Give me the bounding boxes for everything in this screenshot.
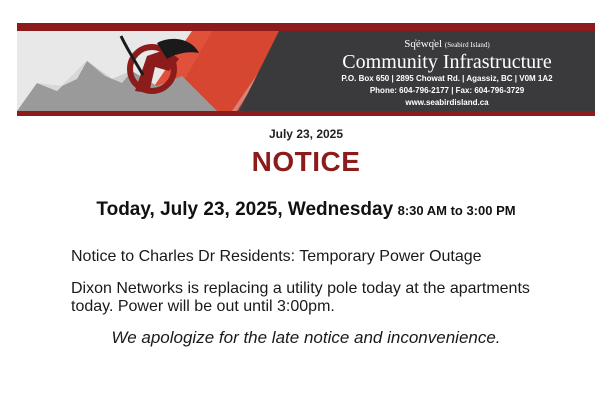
org-sub-text: (Seabird Island): [444, 41, 490, 49]
notice-day: Today, July 23, 2025, Wednesday: [96, 199, 394, 220]
org-name-text: Sq̓éwq̓el: [404, 38, 443, 50]
notice-when: [0, 199, 612, 221]
banner-top-stripe: [17, 23, 595, 31]
notice-title: NOTICE: [251, 146, 361, 177]
notice-date: July 23, 2025: [268, 127, 344, 141]
org-address: P.O. Box 650 | 2895 Chowat Rd. | Agassiz, BC | V0M 1A2: [341, 74, 553, 83]
banner-bottom-stripe: [17, 111, 595, 116]
notice-subject: Notice to Charles Dr Residents: Temporary Power Outage: [71, 248, 482, 265]
org-phone: Phone: 604-796-2177 | Fax: 604-796-3729: [369, 86, 525, 95]
notice-body: Dixon Networks is replacing a utility pole today at the apartments today. Power will be out until 3:00pm.: [71, 280, 530, 315]
organization-block: [297, 31, 597, 111]
letterhead-banner: [17, 23, 595, 116]
org-title: Community Infrastructure: [342, 51, 552, 73]
notice-time: 8:30 AM to 3:00 PM: [397, 203, 516, 218]
org-name: [297, 38, 597, 50]
org-website: www.seabirdisland.ca: [405, 98, 489, 107]
notice-apology: We apologize for the late notice and inconvenience.: [111, 328, 501, 347]
